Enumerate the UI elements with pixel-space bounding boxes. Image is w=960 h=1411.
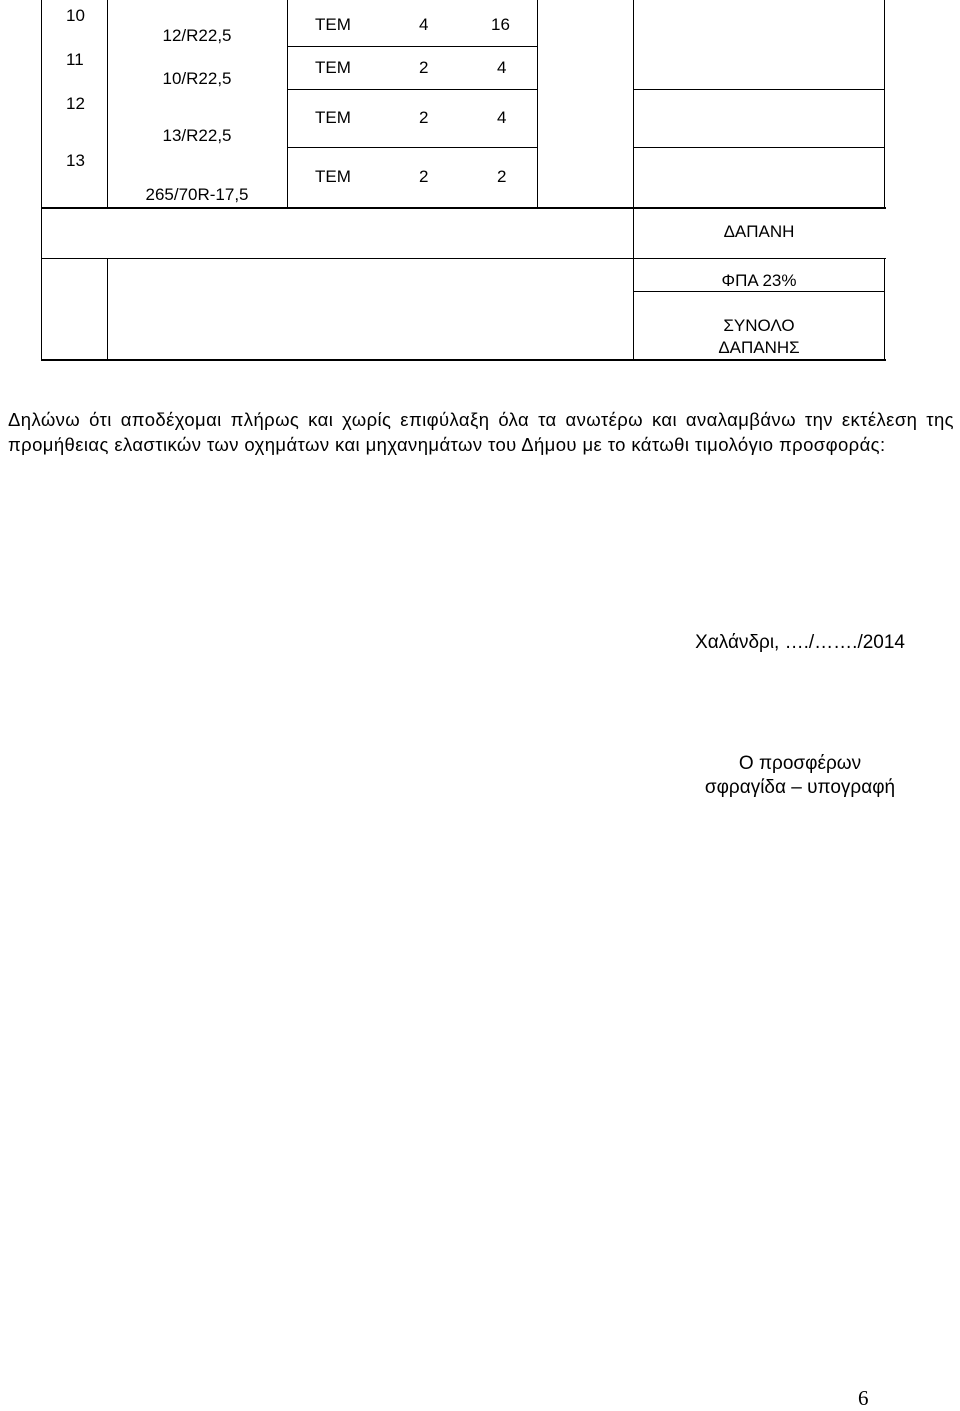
quantity: 2 bbox=[419, 58, 429, 77]
page-number: 6 bbox=[858, 1386, 869, 1410]
signature-label: σφραγίδα – υπογραφή bbox=[704, 777, 896, 798]
unit: ΤΕΜ bbox=[315, 58, 351, 77]
table-divider bbox=[633, 0, 634, 360]
table-row-line bbox=[287, 147, 537, 148]
table-divider bbox=[537, 0, 538, 208]
table-border-right bbox=[884, 0, 885, 208]
signatory-label: Ο προσφέρων bbox=[738, 753, 862, 774]
tire-size: 13/R22,5 bbox=[162, 126, 232, 145]
table-row-line bbox=[41, 207, 886, 209]
total-quantity: 4 bbox=[497, 108, 507, 127]
table-row-line bbox=[633, 147, 885, 148]
unit: ΤΕΜ bbox=[315, 167, 351, 186]
row-number: 10 bbox=[66, 6, 85, 25]
total-label-line2: ΔΑΠΑΝΗΣ bbox=[718, 338, 800, 357]
place-date: Χαλάνδρι, …./……./2014 bbox=[695, 632, 905, 653]
quantity: 4 bbox=[419, 15, 429, 34]
tire-size: 10/R22,5 bbox=[162, 69, 232, 88]
tire-size: 12/R22,5 bbox=[162, 26, 232, 45]
table-row-line bbox=[41, 258, 886, 259]
total-quantity: 4 bbox=[497, 58, 507, 77]
total-quantity: 2 bbox=[497, 167, 507, 186]
expense-label: ΔΑΠΑΝΗ bbox=[723, 222, 795, 241]
table-row-line bbox=[287, 46, 537, 47]
table-divider bbox=[287, 0, 288, 208]
total-label-line1: ΣΥΝΟΛΟ bbox=[723, 316, 795, 335]
table-divider bbox=[107, 258, 108, 360]
table-row-line bbox=[287, 89, 537, 90]
quantity: 2 bbox=[419, 108, 429, 127]
total-quantity: 16 bbox=[491, 15, 510, 34]
tire-size: 265/70R-17,5 bbox=[145, 185, 249, 204]
row-number: 11 bbox=[66, 50, 84, 69]
unit: ΤΕΜ bbox=[315, 108, 351, 127]
row-number: 13 bbox=[66, 151, 85, 170]
quantity: 2 bbox=[419, 167, 429, 186]
table-border-left bbox=[41, 208, 42, 360]
table-row-line bbox=[633, 291, 885, 292]
table-border-left bbox=[41, 0, 42, 208]
declaration-text: Δηλώνω ότι αποδέχομαι πλήρως και χωρίς επιφύλαξη όλα τα ανωτέρω και αναλαμβάνω την εκτέλεση της προμήθειας ελαστικών των οχημάτων και μηχανημάτων του Δήμου με το κάτωθι τιμολόγιο προσφοράς: bbox=[8, 409, 954, 455]
vat-label: ΦΠΑ 23% bbox=[721, 271, 797, 290]
row-number: 12 bbox=[66, 94, 85, 113]
table-border-bottom bbox=[41, 359, 886, 361]
unit: ΤΕΜ bbox=[315, 15, 351, 34]
table-row-line bbox=[633, 89, 885, 90]
